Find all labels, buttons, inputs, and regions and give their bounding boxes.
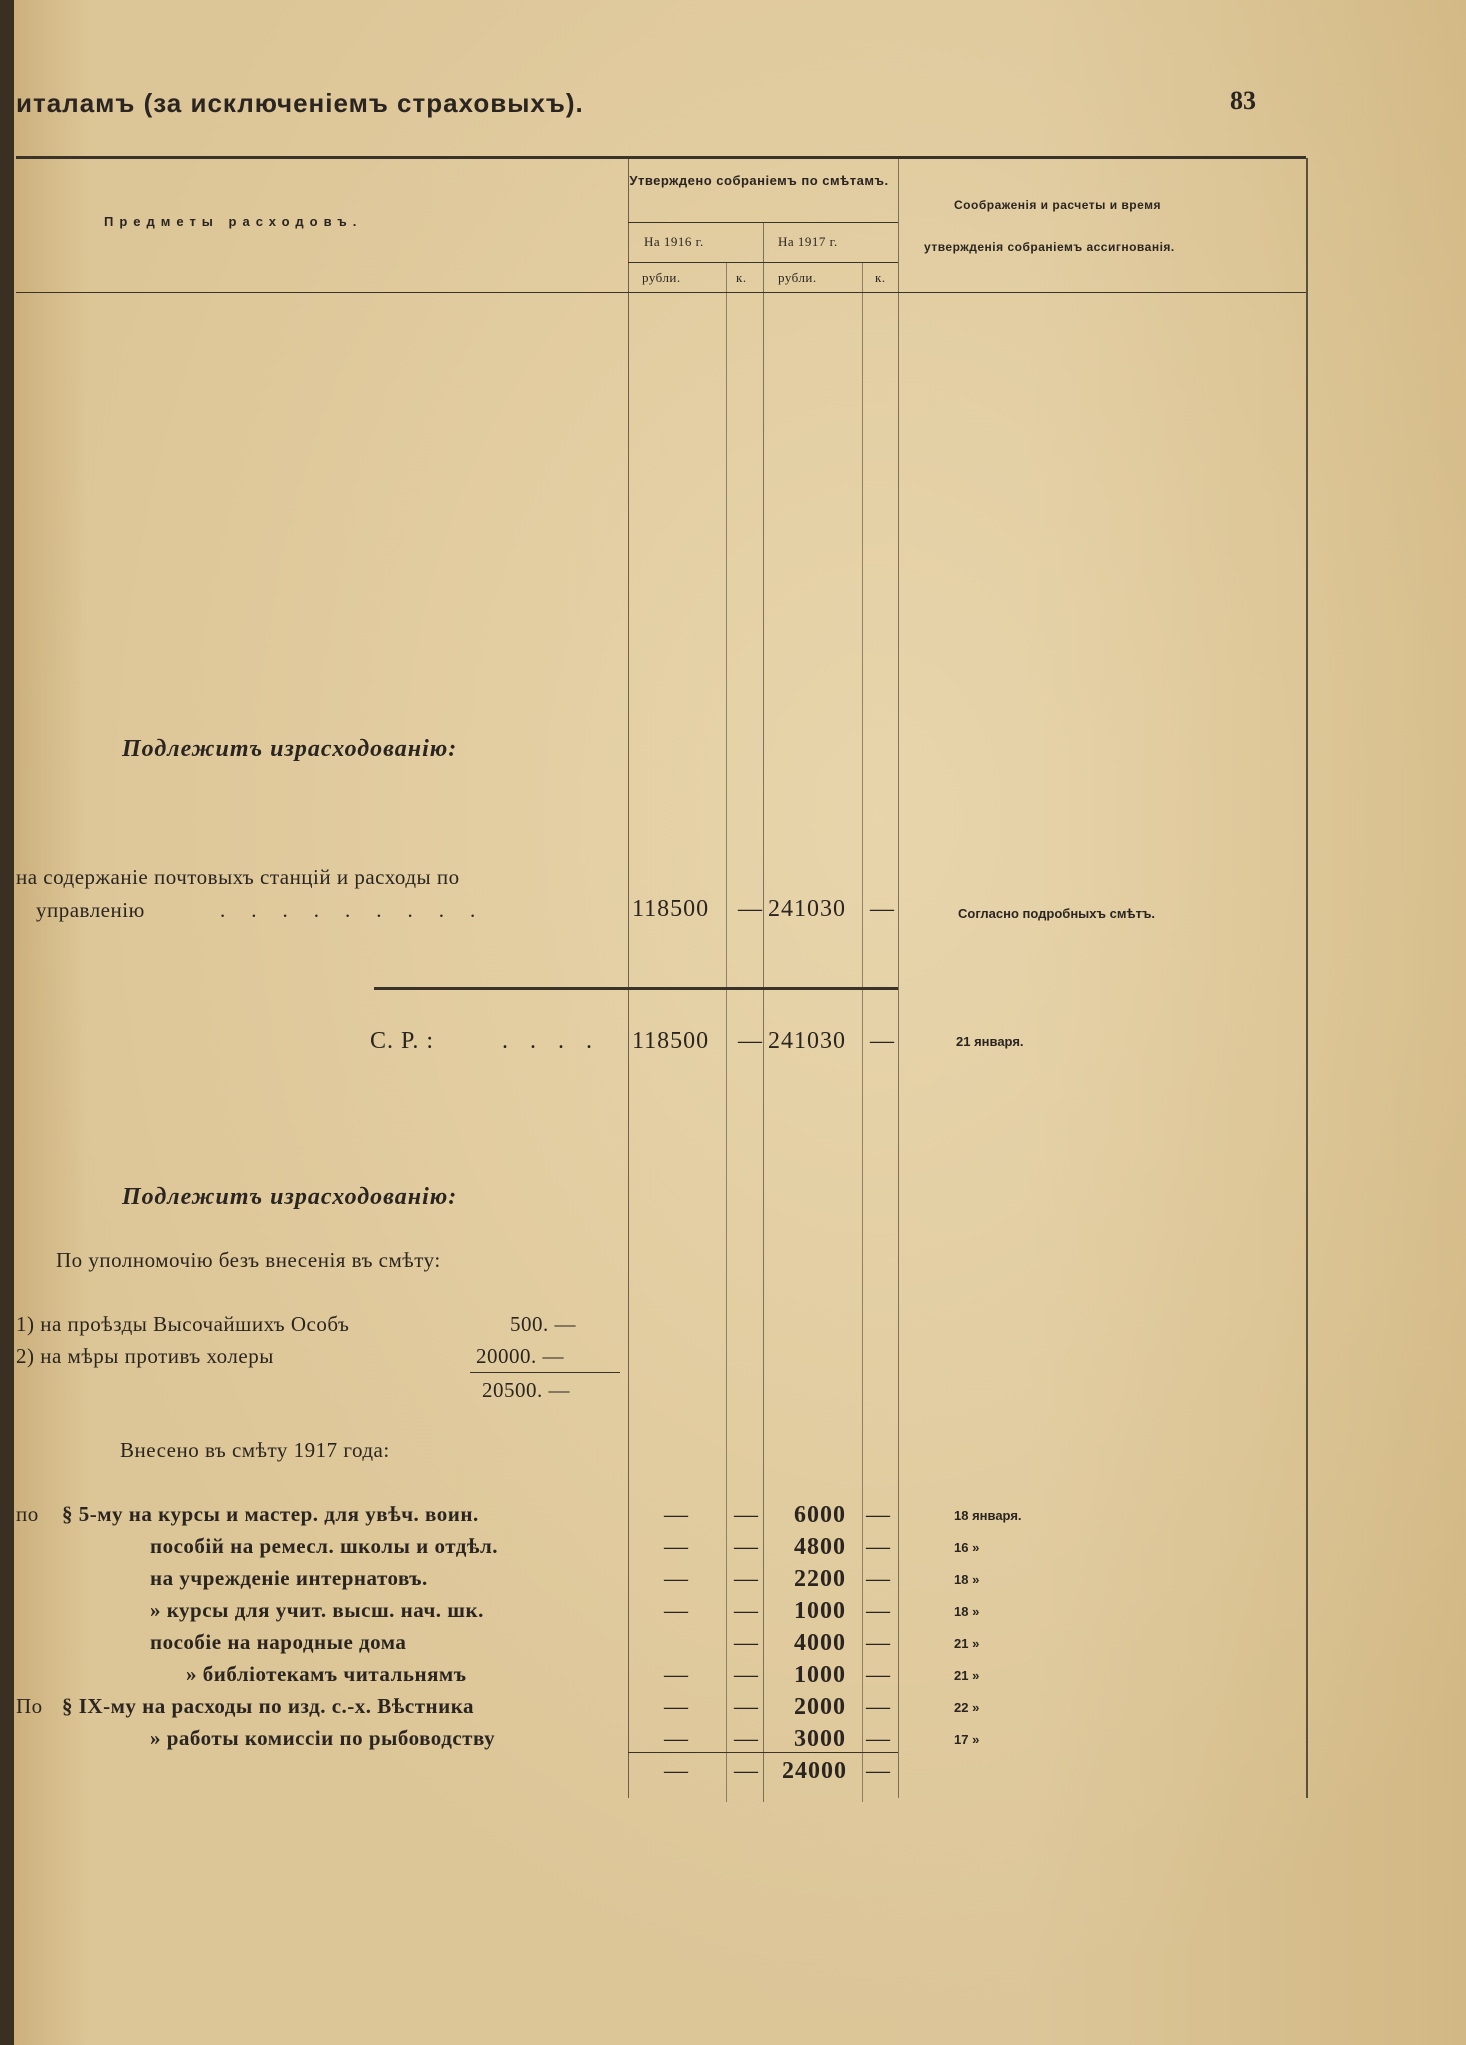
row-remark: 17 » — [954, 1732, 980, 1747]
header-rule-bottom — [16, 292, 1306, 293]
total-amount: 24000 — [782, 1758, 847, 1784]
authorized-item-1-label: 1) на проѣзды Высочайшихъ Особъ — [16, 1312, 350, 1336]
row-col-1916-kop: — — [734, 1694, 759, 1720]
row-label: § 5-му на курсы и мастер. для увѣч. воин. — [62, 1502, 479, 1526]
section2-authorized: По уполномочiю безъ внесенiя въ смѣту: — [56, 1248, 441, 1272]
section2-included: Внесено въ смѣту 1917 года: — [120, 1438, 390, 1462]
row-col-1916-kop: — — [734, 1534, 759, 1560]
column-header-kop-1917: к. — [875, 270, 886, 285]
total-rule — [628, 1752, 898, 1753]
row-remark: 18 » — [954, 1604, 980, 1619]
authorized-item-1-value: 500. — — [510, 1312, 576, 1336]
section1-remark: Согласно подробныхъ смѣтъ. — [958, 906, 1156, 921]
section1-leader-dots: ......... — [220, 898, 502, 922]
row-col-1916-kop: — — [734, 1726, 759, 1752]
summary-value-1916: 118500 — [632, 1028, 710, 1054]
row-amount: 1000 — [794, 1598, 846, 1624]
row-label: » библiотекамъ читальнямъ — [186, 1662, 467, 1686]
row-remark: 21 » — [954, 1636, 980, 1651]
row-col-1916-kop: — — [734, 1502, 759, 1528]
row-amount: 6000 — [794, 1502, 846, 1528]
col-rule-kop-1917 — [862, 262, 863, 1802]
column-header-remarks-2: утвержденiя собранiемъ ассигнованiя. — [924, 240, 1175, 254]
row-remark: 16 » — [954, 1540, 980, 1555]
summary-dash-1916: — — [738, 1028, 763, 1054]
total-kop: — — [866, 1758, 891, 1784]
row-amount-kop: — — [866, 1502, 891, 1528]
row-remark: 21 » — [954, 1668, 980, 1683]
section1-value-1917: 241030 — [768, 896, 846, 922]
summary-remark: 21 января. — [956, 1034, 1024, 1049]
column-header-1917: На 1917 г. — [778, 234, 838, 249]
row-amount: 2200 — [794, 1566, 846, 1592]
authorized-item-2-value: 20000. — — [476, 1344, 564, 1368]
row-col-1916: — — [664, 1662, 689, 1688]
col-rule-remarks — [898, 158, 899, 1798]
row-amount: 2000 — [794, 1694, 846, 1720]
row-label: пособiй на ремесл. школы и отдѣл. — [150, 1534, 499, 1558]
page-header-title: италамъ (за исключенiемъ страховыхъ). — [16, 88, 584, 118]
row-col-1916: — — [664, 1566, 689, 1592]
col-rule-items — [628, 158, 629, 1798]
col-rule-right — [1306, 158, 1308, 1798]
section1-dash-1916: — — [738, 896, 763, 922]
row-amount-kop: — — [866, 1598, 891, 1624]
row-label: § IX-му на расходы по изд. с.-х. Вѣстника — [62, 1694, 474, 1718]
row-amount-kop: — — [866, 1630, 891, 1656]
summary-value-1917: 241030 — [768, 1028, 846, 1054]
row-col-1916: — — [664, 1534, 689, 1560]
column-header-remarks-1: Соображенiя и расчеты и время — [954, 198, 1162, 212]
row-col-1916-kop: — — [734, 1566, 759, 1592]
authorized-item-2-label: 2) на мѣры противъ холеры — [16, 1344, 274, 1368]
authorized-subtotal-rule — [470, 1372, 620, 1373]
section1-item-line1: на содержанiе почтовыхъ станцiй и расходы по — [16, 865, 460, 889]
row-amount: 4000 — [794, 1630, 846, 1656]
row-label: пособiе на народные дома — [150, 1630, 407, 1654]
summary-rule — [374, 987, 898, 990]
section1-item-line2: управленiю — [36, 898, 145, 922]
column-header-rub-1917: рубли. — [778, 270, 817, 285]
authorized-subtotal: 20500. — — [482, 1378, 570, 1402]
section1-heading: Подлежитъ израсходованiю: — [122, 736, 458, 762]
row-label: » курсы для учит. высш. нач. шк. — [150, 1598, 484, 1622]
section2-heading: Подлежитъ израсходованiю: — [122, 1184, 458, 1210]
column-header-1916: На 1916 г. — [644, 234, 704, 249]
row-label: на учрежденiе интернатовъ. — [150, 1566, 428, 1590]
column-header-kop-1916: к. — [736, 270, 747, 285]
summary-leader-dots: .... — [502, 1028, 614, 1054]
row-col-1916: — — [664, 1694, 689, 1720]
row-amount-kop: — — [866, 1534, 891, 1560]
total-c1: — — [664, 1758, 689, 1784]
row-remark: 18 » — [954, 1572, 980, 1587]
row-amount-kop: — — [866, 1566, 891, 1592]
row-amount: 4800 — [794, 1534, 846, 1560]
row-remark: 18 января. — [954, 1508, 1022, 1523]
column-header-items: Предметы расходовъ. — [104, 214, 363, 229]
row-col-1916-kop: — — [734, 1662, 759, 1688]
row-amount-kop: — — [866, 1694, 891, 1720]
row-col-1916: — — [664, 1726, 689, 1752]
summary-dash-1917: — — [870, 1028, 895, 1054]
column-header-approved: Утверждено собранiемъ по смѣтамъ. — [629, 173, 889, 188]
column-header-rub-1916: рубли. — [642, 270, 681, 285]
row-amount: 1000 — [794, 1662, 846, 1688]
row-amount: 3000 — [794, 1726, 846, 1752]
col-rule-1917 — [763, 222, 764, 1802]
col-rule-kop-1916 — [726, 262, 727, 1802]
row-label: » работы комиссiи по рыбоводству — [150, 1726, 496, 1750]
row-prefix: по — [16, 1502, 39, 1526]
page-binding-edge — [0, 0, 14, 2045]
section1-dash-1917: — — [870, 896, 895, 922]
row-col-1916-kop: — — [734, 1598, 759, 1624]
header-rule-top — [16, 156, 1306, 159]
row-col-1916-kop: — — [734, 1630, 759, 1656]
page-number: 83 — [1230, 86, 1256, 115]
row-remark: 22 » — [954, 1700, 980, 1715]
summary-label: С. Р. : — [370, 1028, 435, 1054]
row-col-1916: — — [664, 1598, 689, 1624]
section1-value-1916: 118500 — [632, 896, 710, 922]
total-c2: — — [734, 1758, 759, 1784]
row-amount-kop: — — [866, 1726, 891, 1752]
row-amount-kop: — — [866, 1662, 891, 1688]
row-col-1916: — — [664, 1502, 689, 1528]
row-prefix: По — [16, 1694, 43, 1718]
